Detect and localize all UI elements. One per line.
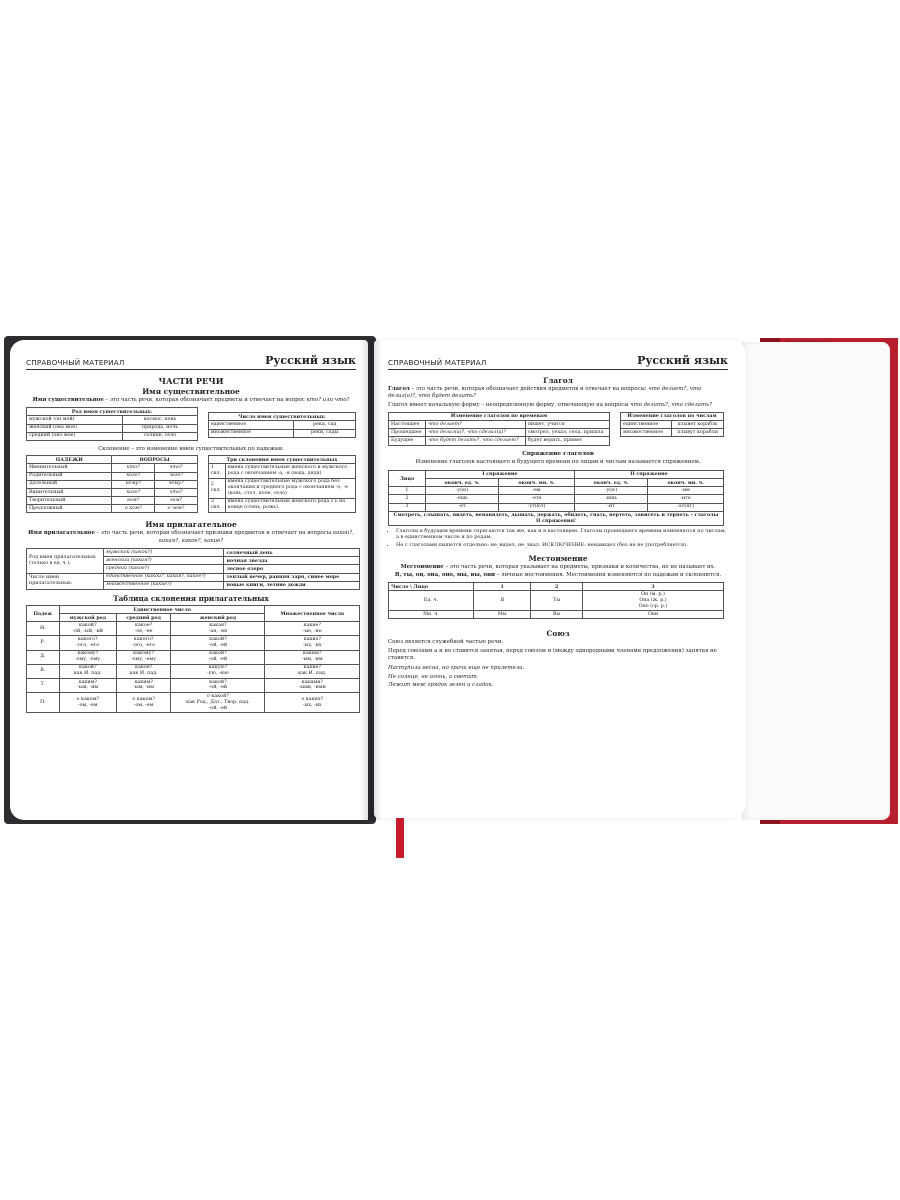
table-cell: средний (оно мое): [27, 432, 123, 440]
table-row: [389, 429, 610, 437]
pronoun-definition: Местоимение – это часть речи, которая указывает на предметы, признаки и количества, но не называет их. Я, ты, он, она, оно, мы, вы, они – личные местоимения. Местоимения изменяются по падежам и склоняются.: [394, 564, 722, 578]
union-example: Лежит меж грядок зелен и сладок.: [388, 681, 494, 688]
table-cell: множественное: [208, 429, 294, 437]
table-cell: Дательный: [27, 480, 112, 488]
adjective-declension-title: Таблица склонения прилагательных: [113, 593, 269, 603]
table-row: [27, 573, 360, 581]
table-cell: Ты: [531, 591, 583, 611]
table-cell: кого?: [112, 488, 155, 496]
table-cell: -ит: [574, 503, 647, 511]
table-row: [208, 478, 355, 498]
table-cell: Д.: [27, 650, 60, 664]
table-row: [621, 429, 724, 437]
table-cell: чем?: [155, 497, 198, 505]
table-row: [27, 678, 360, 692]
table-cell: единственное: [208, 421, 294, 429]
conjugation-note: Смотреть, слышать, видеть, ненавидеть, дышать, держать, обидеть, гнать, вертеть, зависеть и терпеть – глаголы II спряжения!: [389, 511, 724, 525]
table-cell: кем?: [112, 497, 155, 505]
case-table: ПАДЕЖИ ВОПРОСЫ Именительный кто? что? Родительный кого? чего? Дательный кому? чему? Винительный кого? что? Творительный кем? чем? Предложный о ком? о чем?: [26, 455, 198, 513]
table-cell: Они: [583, 611, 724, 619]
table-cell: будет верить, примет: [525, 437, 609, 445]
union-title: Союз: [546, 629, 570, 639]
table-cell: какими? -ыми, -ими: [265, 678, 360, 692]
conjugation-text: Изменение глаголов настоящего и будущего времени по лицам и числам называется спряжением.: [415, 458, 701, 465]
number-table: Число имен существительных: единственное река, сад множественное реки, сады: [208, 412, 356, 438]
table-cell: природа, ночь: [123, 424, 198, 432]
case-tables: [26, 455, 356, 513]
union-line: Перед союзами а и но ставится запятая, перед союзом и (между однородными членами предложения) запятая не ставится.: [388, 647, 717, 662]
pronoun-title: Местоимение: [528, 554, 588, 564]
table-cell: Именительный: [27, 464, 112, 472]
table-cell: космос, конь: [123, 416, 198, 424]
table-cell: лесное озеро: [224, 565, 360, 573]
table-cell: И.: [27, 622, 60, 636]
table-cell: Он (м. р.) Она (ж. р.) Оно (ср. р.): [583, 591, 724, 611]
table-cell: кто?: [112, 464, 155, 472]
table-cell: -ат(ят): [648, 503, 724, 511]
table-cell: о каком? -ом, -ем: [116, 693, 170, 713]
table-cell: плывут корабли: [672, 429, 724, 437]
noun-tables: [26, 407, 356, 441]
table-cell: новые книги, летние дожди: [224, 581, 360, 589]
table-row: [389, 611, 724, 619]
table-row: [389, 421, 610, 429]
table-cell: что будет делать?, что сделает?: [426, 437, 526, 445]
flyleaf: [742, 342, 890, 820]
table-cell: Винительный: [27, 488, 112, 496]
declension-text: Склонение – это изменение имен существительных по падежам.: [98, 445, 284, 452]
table-cell: Родительный: [27, 472, 112, 480]
union-example: Не солнце, не огонь, а светит.: [388, 673, 479, 680]
table-cell: -у(ю): [425, 487, 498, 495]
table-cell: что делал(а)?, что сделал(а)?: [426, 429, 526, 437]
table-row: [389, 487, 724, 495]
table-cell: -у(ю): [574, 487, 647, 495]
right-page: [374, 340, 746, 818]
header-section: СПРАВОЧНЫЙ МАТЕРИАЛ: [26, 358, 125, 367]
table-row: [389, 503, 724, 511]
table-row: [27, 472, 198, 480]
table-cell: Предложный: [27, 505, 112, 513]
table-row: [27, 505, 198, 513]
adjective-table: [26, 548, 360, 590]
table-cell: имена существительные женского и мужского рода с окончанием -а, -я (вода, дядя): [225, 464, 355, 478]
verb-number-table: Изменение глаголов по числам единственное плывет корабль множественное плывут корабли: [620, 412, 724, 438]
page-header: [388, 354, 728, 370]
noun-definition: Имя существительное – это часть речи, которая обозначает предметы и отвечает на вопрос кто? или что?: [32, 397, 350, 403]
table-cell: о какой? как Род., Дат., Твор. пад. -ой, -ей: [171, 693, 265, 713]
table-cell: солнце, село: [123, 432, 198, 440]
table-cell: мужской (он мой): [27, 416, 123, 424]
header-subject: Русский язык: [637, 354, 728, 367]
table-row: [208, 421, 355, 429]
table-row: [27, 549, 360, 557]
page-title: ЧАСТИ РЕЧИ: [158, 376, 224, 386]
verb-title: Глагол: [543, 376, 573, 385]
table-row: [27, 622, 360, 636]
table-cell: -ут(ют): [499, 503, 575, 511]
table-cell: какой? -ой, -ый, -ий: [59, 622, 116, 636]
table-cell: мужской (какой?): [104, 549, 224, 557]
table-cell: реки, сады: [294, 429, 356, 437]
table-row: [208, 498, 355, 512]
table-cell: 3 скл.: [208, 498, 225, 512]
note-item: • Не с глаголами пишется отдельно: не_видел, не_знал. ИСКЛЮЧЕНИЕ: ненавидел (без не не употребляется).: [396, 542, 728, 549]
table-cell: о каких? -ых, -их: [265, 693, 360, 713]
table-row: [27, 464, 198, 472]
table-cell: имена существительные мужского рода без окончания и среднего рода с окончанием -о, -е (конь, стол, поле, село): [225, 478, 355, 498]
table-row: [27, 497, 198, 505]
union-example: Наступила весна, но грачи еще не прилетели.: [388, 665, 525, 672]
table-cell: единственное (какой?, какая?, какое?): [104, 573, 224, 581]
table-cell: Т.: [27, 678, 60, 692]
table-row: [208, 464, 355, 478]
verb-infinitive: Глагол имеет начальную форму – неопределенную форму, отвечающую на вопросы что делать?, что сделать?: [388, 401, 712, 408]
table-cell: -ем: [499, 487, 575, 495]
table-cell: каких? -ых, -их: [265, 636, 360, 650]
table-cell: река, сад: [294, 421, 356, 429]
table-row: [389, 591, 724, 611]
table-cell: какой? -ой, -ей: [171, 636, 265, 650]
table-cell: П.: [27, 693, 60, 713]
table-cell: кому?: [112, 480, 155, 488]
table-row: [208, 429, 355, 437]
table-row: [27, 480, 198, 488]
table-cell: каким? -ым, -им: [59, 678, 116, 692]
table-cell: какому? -ому, -ему: [116, 650, 170, 664]
table-cell: Будущее: [389, 437, 426, 445]
table-cell: смотрел, уехал, села, пришла: [525, 429, 609, 437]
table-cell: какой? как И. пад.: [59, 664, 116, 678]
table-cell: Ед. ч.: [389, 591, 474, 611]
conjugation-table: Лицо I спряжение II спряжение оконч. ед. ч. оконч. мн. ч. оконч. ед. ч. оконч. мн. ч. 1 -у(ю) -ем -у(ю) -им 2 -ешь -ете -ишь -ите 3 -ет -ут(ют) -ит -ат(ят) Смотреть, слышать, видеть, ненавидеть, дышать, держать, обидеть, гнать, вертеть, зависеть и терпеть – глаголы II спряжения!: [388, 470, 724, 526]
spine-shadow: [360, 340, 382, 820]
noun-title: Имя существительное: [142, 387, 240, 396]
gender-table: Род имен существительных: мужской (он мой) космос, конь женский (она моя) природа, ночь средний (оно мое) солнце, село: [26, 407, 198, 441]
table-row: [389, 495, 724, 503]
declension-table: Три склонения имен существительных 1 скл. имена существительные женского и мужского рода с окончанием -а, -я (вода, дядя) 2 скл. имена существительные мужского рода без окончания и среднего рода с окончанием -о, -е (конь, стол, поле, село) 3 скл. имена существительные женского рода с ь на конце (степь, рожь).: [208, 455, 356, 513]
table-cell: чему?: [155, 480, 198, 488]
table-cell: множественное: [621, 429, 672, 437]
table-row: [389, 437, 610, 445]
tense-table: Изменение глаголов по временам Настоящее что делает? пишет, учится Прошедшее что делал(а)?, что сделал(а)? смотрел, уехал, села, пришла Будущее что будет делать?, что сделает? будет верить, примет: [388, 412, 610, 446]
table-cell: какому? -ому, -ему: [59, 650, 116, 664]
table-cell: Мн. ч.: [389, 611, 474, 619]
table-row: [27, 636, 360, 650]
table-cell: о каком? -ом, -ем: [59, 693, 116, 713]
table-cell: Прошедшее: [389, 429, 426, 437]
table-cell: что делает?: [426, 421, 526, 429]
table-cell: средний (какое?): [104, 565, 224, 573]
verb-definition: Глагол – это часть речи, которая обозначает действия предметов и отвечает на вопросы: что делает?, что делал(а)?, что будет делать?: [388, 386, 702, 400]
table-cell: какого? -ого, -его: [116, 636, 170, 650]
table-row: [621, 421, 724, 429]
table-cell: Вы: [531, 611, 583, 619]
conjugation-title: Спряжение глаголов: [522, 450, 594, 457]
adjective-definition: Имя прилагательное – это часть речи, которая обозначает признаки предметов и отвечает на вопросы какой?, какая?, какое?, какие?: [28, 530, 354, 544]
table-cell: 1: [389, 487, 426, 495]
table-row: [27, 432, 198, 440]
table-cell: -ешь: [425, 495, 498, 503]
table-cell: 3: [389, 503, 426, 511]
bookmark-ribbon: [396, 818, 404, 858]
table-cell: женский (какая?): [104, 557, 224, 565]
pronoun-table: Число \ Лицо 1 2 3 Ед. ч. Я Ты Он (м. р.) Она (ж. р.) Оно (ср. р.) Мн. ч. Мы Вы Они: [388, 582, 724, 619]
table-cell: что?: [155, 464, 198, 472]
table-cell: каким? -ым, -им: [116, 678, 170, 692]
table-cell: 2 скл.: [208, 478, 225, 498]
table-cell: В.: [27, 664, 60, 678]
adjective-declension-table: Падеж Единственное число Множественное число мужской род средний род женский род И. какой? -ой, -ый, -ий какое? -ое, -ее какая? -ая, -яя какие? -ые, -ие Р. какого? -ого, -его какого? -ого, -его какой? -ой, -ей каких? -ых, -их Д. какому? -ому, -ему какому? -ому, -ему какой? -ой, -ей каким? -ым, -им В. какой? как И. пад. какое? как И. пад. какую? -ую, -юю какие? как И. пад. Т. каким? -ым, -им каким? -ым, -им какой? -ой, -ей какими? -ыми, -ими П. о каком? -ом, -ем о каком? -ом, -ем о какой? как Род., Дат., Твор. пад. -ой, -ей о каких? -ых, -их: [26, 605, 360, 713]
table-cell: 1 скл.: [208, 464, 225, 478]
pronoun-header-corner: Число \ Лицо: [389, 582, 474, 590]
table-cell: Творительный: [27, 497, 112, 505]
table-cell: какие? -ые, -ие: [265, 622, 360, 636]
table-cell: какой? -ой, -ей: [171, 650, 265, 664]
group-label: Род имен прилагательных (только в ед. ч.):: [27, 549, 104, 574]
table-cell: что?: [155, 488, 198, 496]
left-page: [10, 340, 368, 820]
table-cell: какое? -ое, -ее: [116, 622, 170, 636]
table-cell: -им: [648, 487, 724, 495]
table-cell: Р.: [27, 636, 60, 650]
verb-tables: [388, 412, 728, 446]
table-cell: солнечный день: [224, 549, 360, 557]
verb-notes: [388, 528, 728, 549]
table-cell: какое? как И. пад.: [116, 664, 170, 678]
table-cell: какая? -ая, -яя: [171, 622, 265, 636]
table-cell: ночная звезда: [224, 557, 360, 565]
table-cell: 2: [389, 495, 426, 503]
table-cell: каким? -ым, -им: [265, 650, 360, 664]
table-cell: о чем?: [155, 505, 198, 513]
table-row: [27, 693, 360, 713]
table-cell: имена существительные женского рода с ь на конце (степь, рожь).: [225, 498, 355, 512]
header-section: СПРАВОЧНЫЙ МАТЕРИАЛ: [388, 358, 487, 367]
table-cell: множественное (какие?): [104, 581, 224, 589]
table-cell: -ите: [648, 495, 724, 503]
page-header: [26, 354, 356, 370]
table-cell: о ком?: [112, 505, 155, 513]
table-cell: Настоящее: [389, 421, 426, 429]
union-line: Союз является служебной частью речи.: [388, 639, 504, 646]
table-row: [27, 488, 198, 496]
table-cell: плывет корабль: [672, 421, 724, 429]
table-cell: какой? -ой, -ей: [171, 678, 265, 692]
table-cell: Я: [474, 591, 531, 611]
table-cell: пишет, учится: [525, 421, 609, 429]
table-row: [27, 650, 360, 664]
table-cell: женский (она моя): [27, 424, 123, 432]
table-row: [27, 664, 360, 678]
header-subject: Русский язык: [265, 354, 356, 367]
table-cell: какого? -ого, -его: [59, 636, 116, 650]
table-cell: Мы: [474, 611, 531, 619]
table-cell: кого?: [112, 472, 155, 480]
table-cell: какие? как И. пад.: [265, 664, 360, 678]
group-label: Число имен прилагательных:: [27, 573, 104, 589]
table-row: [27, 424, 198, 432]
table-row: [27, 416, 198, 424]
table-cell: какую? -ую, -юю: [171, 664, 265, 678]
table-cell: чего?: [155, 472, 198, 480]
note-item: • Глаголы в будущем времени спрягаются так же, как и в настоящем. Глаголы прошедшего времени изменяются по числам, а в единственном числе и по родам.: [396, 528, 728, 541]
adjective-title: Имя прилагательное: [145, 520, 237, 530]
table-cell: теплый вечер, ранняя заря, синее море: [224, 573, 360, 581]
table-cell: -ишь: [574, 495, 647, 503]
table-cell: единственное: [621, 421, 672, 429]
table-cell: -ете: [499, 495, 575, 503]
table-cell: -ет: [425, 503, 498, 511]
